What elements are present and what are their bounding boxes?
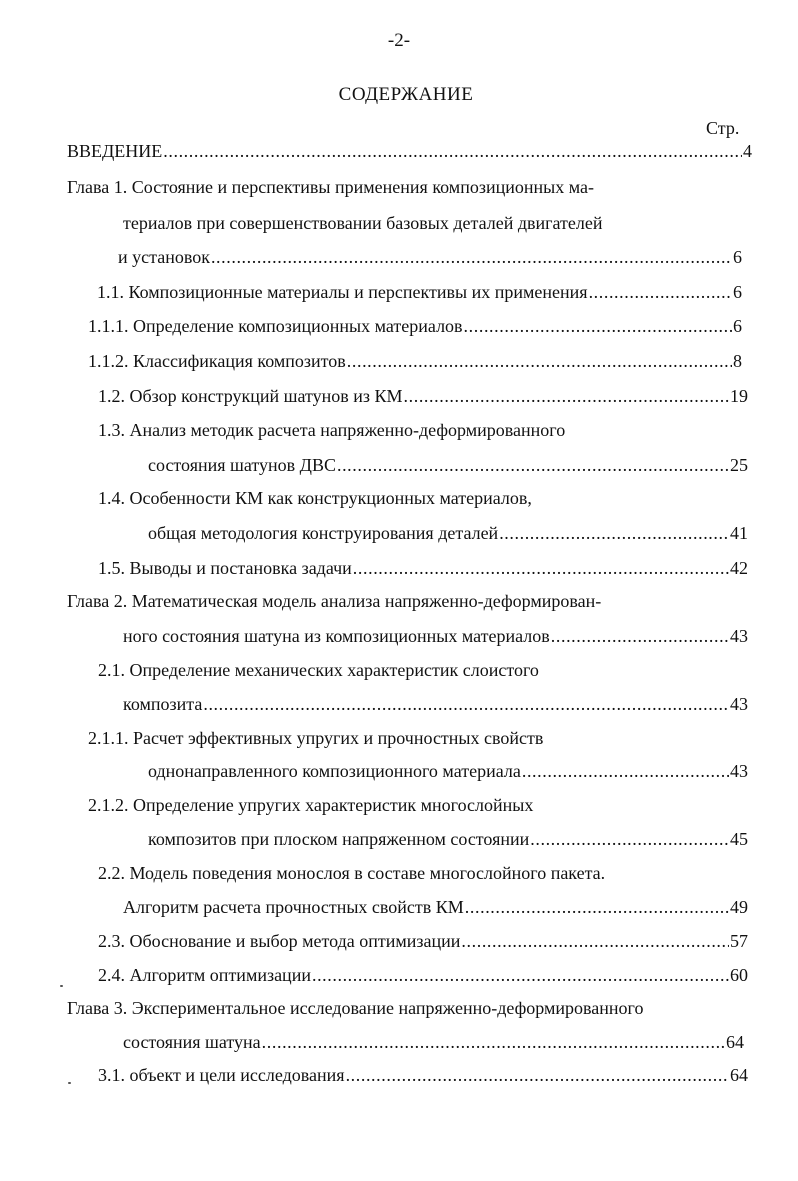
toc-page-number: 6 xyxy=(733,247,742,267)
toc-page-number: 41 xyxy=(730,523,748,543)
toc-entry xyxy=(88,726,543,750)
page-number: -2- xyxy=(387,30,411,51)
toc-entry-text: 1.4. Особенности КМ как конструкционных материалов, xyxy=(98,488,532,508)
toc-page-number: 19 xyxy=(730,386,748,406)
toc-entry xyxy=(148,759,748,783)
dot-leader xyxy=(461,929,729,953)
dot-leader xyxy=(262,1030,725,1054)
dot-leader xyxy=(353,556,729,580)
toc-page-number: 57 xyxy=(730,931,748,951)
toc-entry xyxy=(67,175,594,199)
dot-leader xyxy=(404,384,729,408)
toc-entry-text: Глава 1. Состояние и перспективы применения композиционных ма- xyxy=(67,177,594,197)
toc-page-number: 4 xyxy=(743,141,752,161)
toc-page-number: 43 xyxy=(730,626,748,646)
toc-entry-text: териалов при совершенствовании базовых деталей двигателей xyxy=(123,213,603,233)
toc-entry-text: 3.1. объект и цели исследования xyxy=(98,1065,345,1085)
dot-leader xyxy=(530,827,729,851)
toc-entry-text: 1.1.1. Определение композиционных материалов xyxy=(88,316,463,336)
dot-leader xyxy=(163,139,742,163)
toc-entry-text: однонаправленного композиционного материала xyxy=(148,761,521,781)
toc-entry xyxy=(98,556,748,580)
toc-entry-text: 2.1.2. Определение упругих характеристик многослойных xyxy=(88,795,534,815)
dot-leader xyxy=(312,963,729,987)
toc-entry-text: Алгоритм расчета прочностных свойств КМ xyxy=(123,897,464,917)
dot-leader xyxy=(347,349,732,373)
toc-entry-text: 1.2. Обзор конструкций шатунов из КМ xyxy=(98,386,403,406)
toc-entry xyxy=(123,1030,744,1054)
dot-leader xyxy=(589,280,732,304)
toc-page-number: 6 xyxy=(733,282,742,302)
toc-entry xyxy=(98,658,539,682)
toc-page-number: 64 xyxy=(730,1065,748,1085)
dot-leader xyxy=(465,895,729,919)
toc-entry-text: композита xyxy=(123,694,203,714)
toc-entry xyxy=(67,996,643,1020)
toc-entry xyxy=(123,211,603,235)
toc-entry xyxy=(98,486,532,510)
toc-entry-text: 2.1.1. Расчет эффективных упругих и прочностных свойств xyxy=(88,728,544,748)
toc-entry xyxy=(98,418,565,442)
toc-entry xyxy=(88,793,533,817)
toc-entry xyxy=(148,827,748,851)
toc-entry-text: 1.1. Композиционные материалы и перспективы их применения xyxy=(97,282,588,302)
toc-page-number: 45 xyxy=(730,829,748,849)
page-title: СОДЕРЖАНИЕ xyxy=(338,84,474,105)
toc-entry-text: 2.3. Обоснование и выбор метода оптимизации xyxy=(98,931,461,951)
toc-page-number: 60 xyxy=(730,965,748,985)
toc-entry-text: общая методология конструирования деталей xyxy=(148,523,499,543)
scan-speck xyxy=(60,985,63,987)
toc-entry xyxy=(67,139,752,163)
toc-entry xyxy=(98,861,605,885)
toc-entry xyxy=(98,1063,748,1087)
toc-entry-text: 1.1.2. Классификация композитов xyxy=(88,351,346,371)
toc-page-number: 43 xyxy=(730,761,748,781)
toc-page-number: 42 xyxy=(730,558,748,578)
toc-entry-text: 2.1. Определение механических характеристик слоистого xyxy=(98,660,539,680)
toc-entry xyxy=(97,280,742,304)
scan-speck xyxy=(68,1082,71,1084)
page-column-label: Стр. xyxy=(706,118,740,138)
toc-page-number: 64 xyxy=(726,1032,744,1052)
toc-page-number: 8 xyxy=(733,351,742,371)
toc-entry xyxy=(98,929,748,953)
toc-page-number: 43 xyxy=(730,694,748,714)
toc-entry-text: и установок xyxy=(118,247,210,267)
toc-entry xyxy=(118,245,742,269)
toc-entry xyxy=(88,349,742,373)
toc-entry-text: ного состояния шатуна из композиционных материалов xyxy=(123,626,550,646)
toc-entry xyxy=(98,963,748,987)
toc-entry-text: 2.2. Модель поведения монослоя в составе многослойного пакета. xyxy=(98,863,606,883)
toc-entry-text: состояния шатуна xyxy=(123,1032,261,1052)
dot-leader xyxy=(203,692,729,716)
toc-entry-text: 1.3. Анализ методик расчета напряженно-деформированного xyxy=(98,420,566,440)
toc-entry xyxy=(123,692,748,716)
toc-entry-text: Глава 3. Экспериментальное исследование напряженно-деформированного xyxy=(67,998,644,1018)
toc-entry xyxy=(123,624,748,648)
toc-page-number: 25 xyxy=(730,455,748,475)
dot-leader xyxy=(551,624,729,648)
dot-leader xyxy=(499,521,729,545)
toc-entry xyxy=(67,589,601,613)
toc-page-number: 6 xyxy=(733,316,742,336)
toc-page-number: 49 xyxy=(730,897,748,917)
toc-entry xyxy=(98,384,748,408)
toc-entry-text: ВВЕДЕНИЕ xyxy=(67,141,163,161)
dot-leader xyxy=(211,245,732,269)
toc-entry xyxy=(148,453,748,477)
toc-entry-text: 1.5. Выводы и постановка задачи xyxy=(98,558,352,578)
dot-leader xyxy=(464,314,732,338)
toc-entry-text: 2.4. Алгоритм оптимизации xyxy=(98,965,311,985)
dot-leader xyxy=(522,759,729,783)
toc-entry-text: Глава 2. Математическая модель анализа напряженно-деформирован- xyxy=(67,591,602,611)
toc-entry-text: композитов при плоском напряженном состоянии xyxy=(148,829,530,849)
dot-leader xyxy=(346,1063,729,1087)
toc-entry xyxy=(148,521,748,545)
toc-entry xyxy=(123,895,748,919)
toc-entry xyxy=(88,314,742,338)
toc-entry-text: состояния шатунов ДВС xyxy=(148,455,336,475)
dot-leader xyxy=(337,453,729,477)
